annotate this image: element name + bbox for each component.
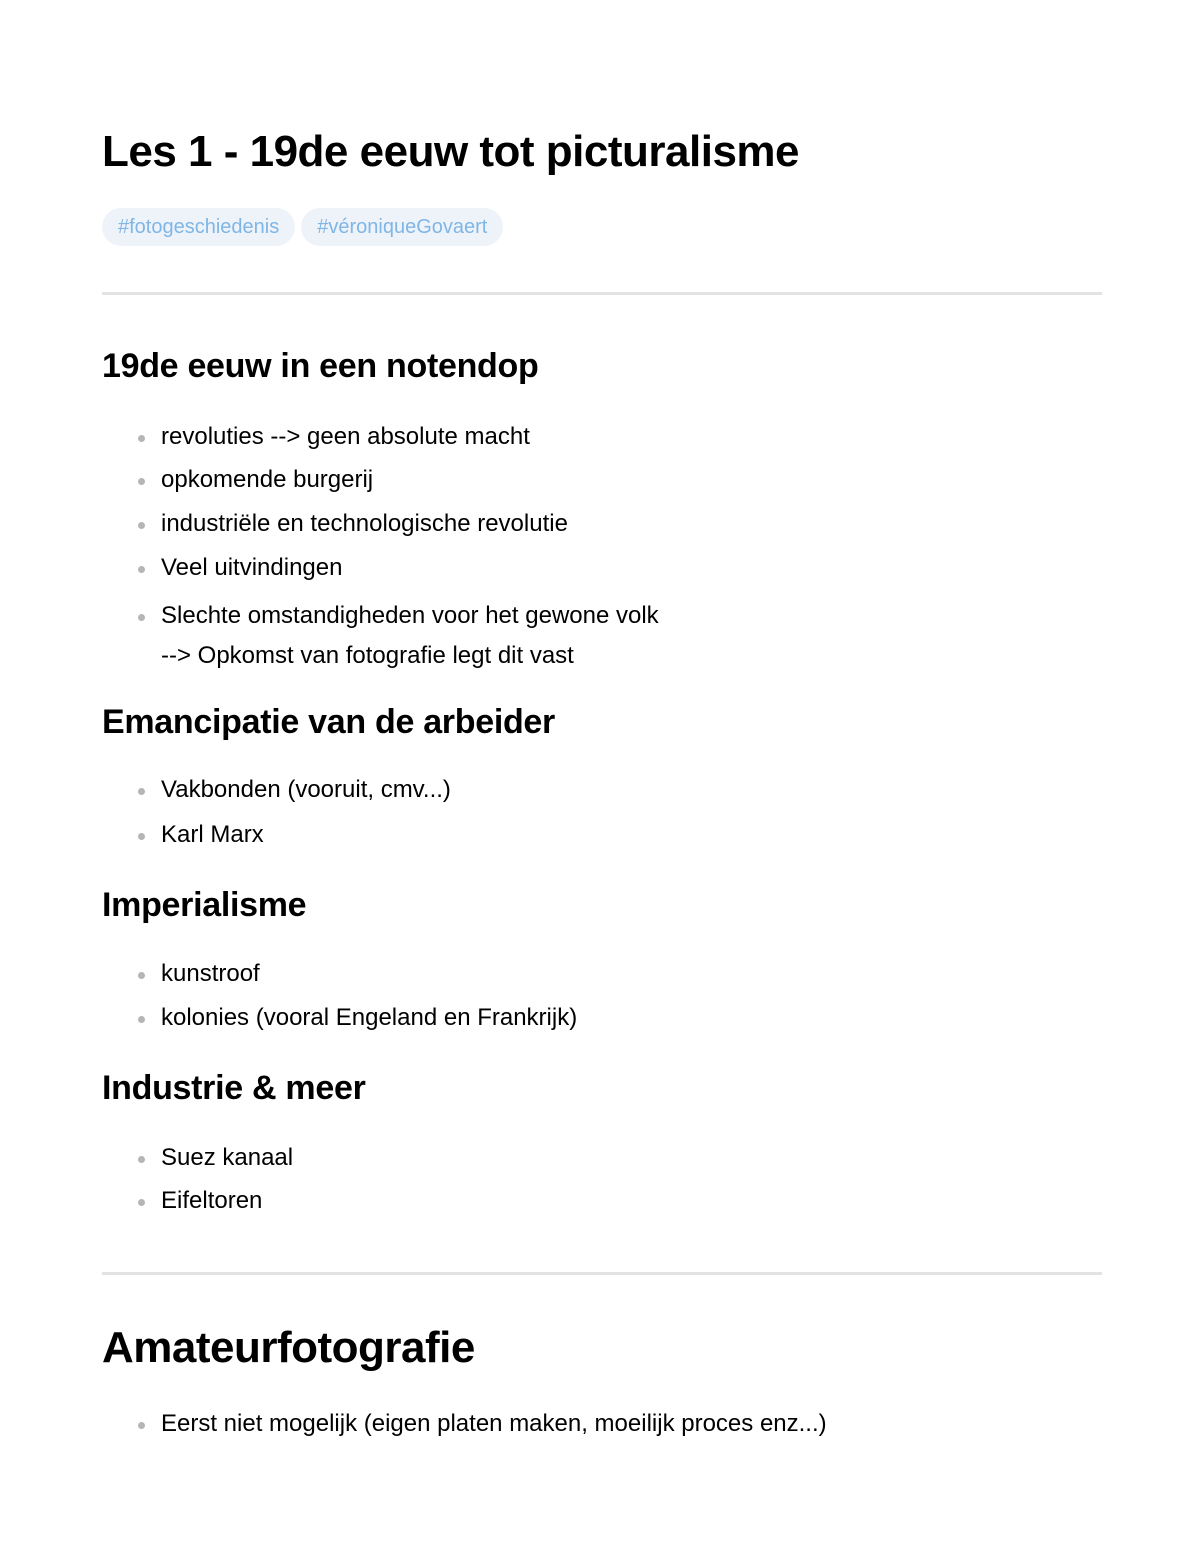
list-item [102, 1409, 827, 1439]
list-item [102, 553, 659, 583]
list-item-text: Vakbonden (vooruit, cmv...) [161, 776, 451, 803]
list-item-text: Karl Marx [161, 821, 264, 848]
bullet-icon [138, 833, 145, 840]
section-heading: Imperialisme [102, 886, 307, 924]
list-item [102, 959, 577, 989]
bullet-icon [138, 972, 145, 979]
list-item-text: kolonies (vooral Engeland en Frankrijk) [161, 1004, 578, 1031]
list-item-text: kunstroof [161, 960, 260, 987]
tag-list [102, 208, 503, 246]
section-heading: 19de eeuw in een notendop [102, 347, 539, 385]
divider [102, 1272, 1102, 1275]
list-item-text: Eerst niet mogelijk (eigen platen maken, moeilijk proces enz...) [161, 1410, 827, 1437]
list-item-text: opkomende burgerij [161, 466, 374, 493]
bullet-list [102, 1409, 827, 1439]
list-item-text: Suez kanaal [161, 1144, 294, 1171]
tag-fotogeschiedenis[interactable]: #fotogeschiedenis [102, 208, 295, 246]
list-item [102, 465, 659, 495]
bullet-list [102, 775, 451, 850]
list-item [102, 509, 659, 539]
list-item-text: Eifeltoren [161, 1187, 263, 1214]
bullet-icon [138, 478, 145, 485]
list-item [102, 775, 451, 805]
bullet-list [102, 422, 659, 676]
bullet-icon [138, 1422, 145, 1429]
section-title: Amateurfotografie [102, 1323, 475, 1372]
bullet-list [102, 959, 577, 1033]
bullet-icon [138, 435, 145, 442]
divider [102, 292, 1102, 295]
list-item-text: revoluties --> geen absolute macht [161, 423, 530, 450]
list-item [102, 1186, 293, 1216]
bullet-icon [138, 1016, 145, 1023]
list-item-continuation: --> Opkomst van fotografie legt dit vast [161, 642, 574, 669]
list-item [102, 1143, 293, 1173]
list-item [102, 1003, 577, 1033]
list-item [102, 422, 659, 452]
bullet-icon [138, 1156, 145, 1163]
page-title: Les 1 - 19de eeuw tot picturalisme [102, 127, 800, 176]
tag-veronique-govaert[interactable]: #véroniqueGovaert [301, 208, 503, 246]
bullet-icon [138, 614, 145, 621]
list-item [102, 820, 451, 850]
list-item-text: Veel uitvindingen [161, 554, 343, 581]
bullet-icon [138, 566, 145, 573]
bullet-icon [138, 1199, 145, 1206]
section-heading: Industrie & meer [102, 1069, 366, 1107]
bullet-icon [138, 788, 145, 795]
list-item [102, 596, 659, 676]
bullet-list [102, 1143, 293, 1216]
bullet-icon [138, 522, 145, 529]
list-item-text: industriële en technologische revolutie [161, 510, 568, 537]
section-heading: Emancipatie van de arbeider [102, 703, 555, 741]
list-item-text: Slechte omstandigheden voor het gewone volk [161, 602, 659, 629]
